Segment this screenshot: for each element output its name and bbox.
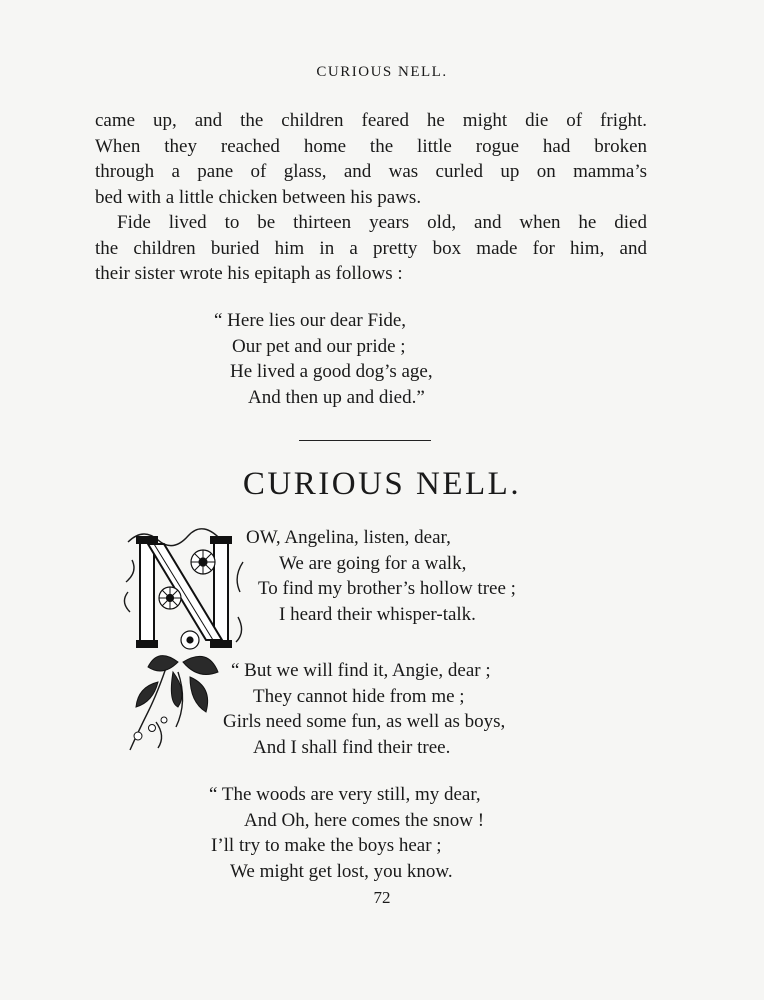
stanza-1 [246,525,516,627]
prose-line: their sister wrote his epitaph as follows : [95,263,403,284]
verse-line: And I shall find their tree. [253,736,451,758]
verse-line: We are going for a walk, [279,552,467,574]
prose-line: When they reached home the little rogue had broken [95,135,647,157]
stanza-3 [209,782,484,884]
poem-title: CURIOUS NELL. [242,466,522,502]
verse-line: OW, Angelina, listen, dear, [246,527,451,548]
running-head: CURIOUS NELL. [316,64,448,80]
verse-line: Our pet and our pride ; [232,335,406,357]
prose-line: came up, and the children feared he might die of fright. [95,110,647,131]
prose-block [95,108,647,287]
verse-line: And Oh, here comes the snow ! [244,809,485,831]
verse-line: And then up and died.” [248,386,425,408]
section-divider [299,440,431,441]
verse-line: They cannot hide from me ; [253,685,465,707]
verse-line: We might get lost, you know. [230,860,453,882]
verse-line: I’ll try to make the boys hear ; [211,835,442,856]
verse-line: “ But we will find it, Angie, dear ; [231,660,491,681]
verse-line: He lived a good dog’s age, [230,361,433,382]
prose-line: bed with a little chicken between his paws. [95,186,422,208]
stanza-2 [223,658,506,760]
verse-line: I heard their whisper-talk. [279,603,476,625]
verse-line: To find my brother’s hollow tree ; [258,578,516,599]
prose-line: through a pane of glass, and was curled up on mamma’s [95,161,647,182]
epitaph-verse [214,308,433,410]
verse-line: “ The woods are very still, my dear, [209,784,481,805]
verse-line: “ Here lies our dear Fide, [214,310,407,331]
prose-line: Fide lived to be thirteen years old, and when he died [117,212,647,233]
prose-line: the children buried him in a pretty box made for him, and [95,237,647,259]
verse-line: Girls need some fun, as well as boys, [223,711,506,732]
page-number: 72 [373,888,391,907]
